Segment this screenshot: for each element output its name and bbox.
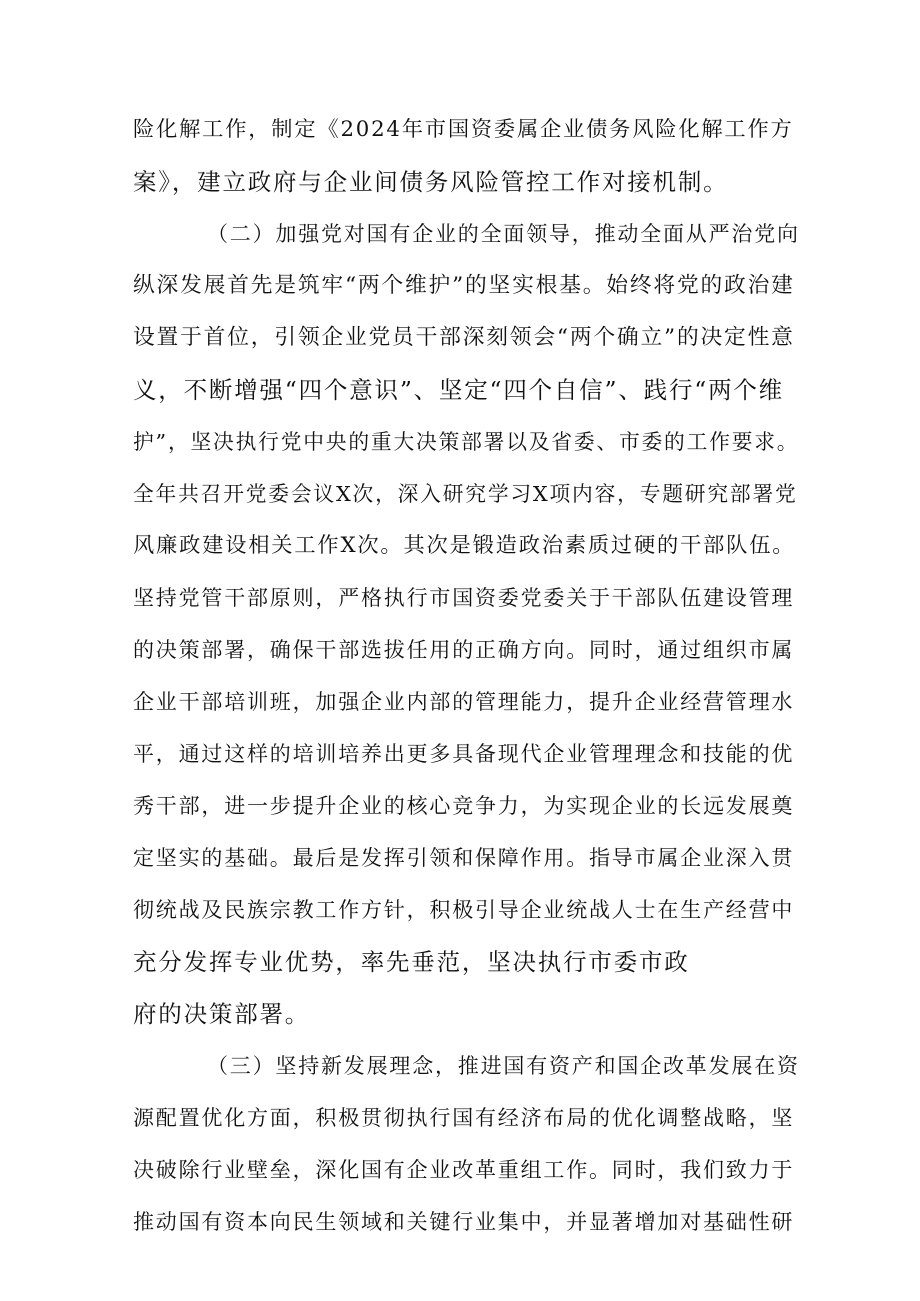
text-line: 险化解工作，制定《2024年市国资委属企业债务风险化解工作方	[133, 117, 794, 142]
text-line: 充分发挥专业优势，率先垂范，坚决执行市委市政	[133, 948, 690, 976]
text-line: 定坚实的基础。最后是发挥引领和保障作用。指导市属企业深入贯	[133, 846, 795, 870]
text-line: 案》，建立政府与企业间债务风险管控工作对接机制。	[133, 168, 729, 196]
text-line: 护”，坚决执行党中央的重大决策部署以及省委、市委的工作要求。	[133, 430, 800, 454]
text-line: 平，通过这样的培训培养出更多具备现代企业管理理念和技能的优	[133, 742, 795, 766]
text-line: 的决策部署，确保干部选拔任用的正确方向。同时，通过组织市属	[133, 638, 795, 662]
text-line: 义，不断增强“四个意识”、坚定“四个自信”、践行“两个维	[133, 376, 784, 404]
text-line: 坚持党管干部原则，严格执行市国资委党委关于干部队伍建设管理	[133, 586, 795, 610]
text-line: 彻统战及民族宗教工作方针，积极引导企业统战人士在生产经营中	[133, 898, 795, 922]
text-line: 风廉政建设相关工作X次。其次是锻造政治素质过硬的干部队伍。	[133, 533, 796, 558]
text-line: 全年共召开党委会议X次，深入研究学习X项内容，专题研究部署党	[133, 482, 798, 506]
text-line: 府的决策部署。	[133, 1000, 311, 1028]
section-heading-line: （三）坚持新发展理念，推进国有资产和国企改革发展在资	[207, 1054, 800, 1078]
text-line: 推动国有资本向民生领域和关键行业集中，并显著增加对基础性研	[133, 1210, 795, 1234]
text-line: 源配置优化方面，积极贯彻执行国有经济布局的优化调整战略，坚	[133, 1106, 795, 1130]
section-heading-line: （二）加强党对国有企业的全面领导，推动全面从严治党向	[207, 222, 800, 246]
text-line: 设置于首位，引领企业党员干部深刻领会“两个确立”的决定性意	[133, 325, 795, 350]
text-line: 纵深发展首先是筑牢“两个维护”的坚实根基。始终将党的政治建	[133, 273, 795, 298]
text-line: 秀干部，进一步提升企业的核心竞争力，为实现企业的长远发展奠	[133, 794, 795, 818]
text-line: 决破除行业壁垒，深化国有企业改革重组工作。同时，我们致力于	[133, 1158, 795, 1182]
text-line: 企业干部培训班，加强企业内部的管理能力，提升企业经营管理水	[133, 690, 795, 714]
